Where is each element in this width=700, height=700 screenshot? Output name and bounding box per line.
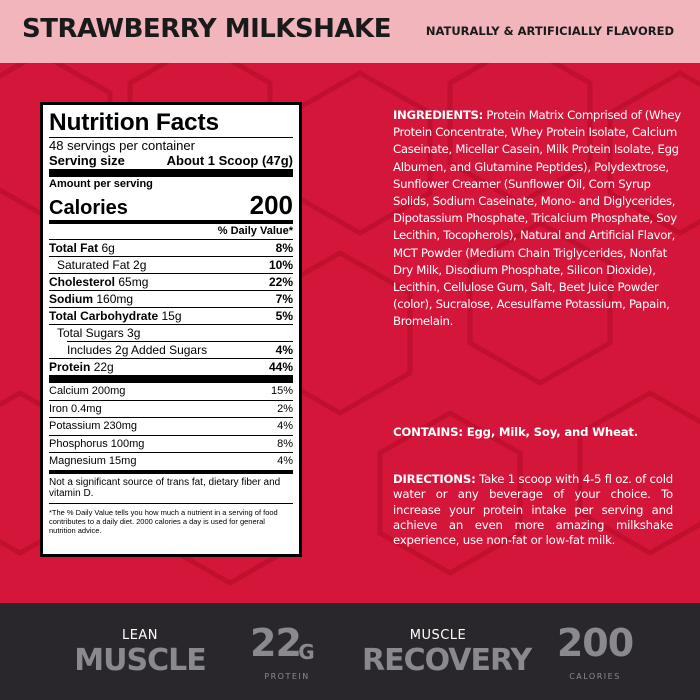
stat-muscle-big: MUSCLE [74,643,206,678]
added-sugars-row [49,342,293,358]
protein-row [49,359,293,375]
sodium-amount: 160mg [96,292,134,306]
directions-body: Take 1 scoop with 4-5 fl oz. of cold water or any beverage of your choice. To increase your protein intake per serving and achieve an even more amazing milkshake experience, use non-fat or low-fat milk. [393,472,674,548]
directions-text [393,472,673,548]
mineral-row-calcium [49,383,293,400]
saturated-fat-dv: 10% [268,258,293,272]
allergen-statement [393,425,683,439]
cholesterol-dv: 22% [268,275,293,289]
stat-recovery-big: RECOVERY [362,643,532,678]
cholesterol-amount: 65mg [118,275,149,289]
stat-muscle-top: MUSCLE [409,628,467,643]
directions-label: DIRECTIONS: [393,472,476,486]
daily-value-footnote: *The % Daily Value tells you how much a nutrient in a serving of food contributes to a daily diet. 2000 calories a day is used for general nutrition advice. [49,507,278,535]
trans-fat-note: Not a significant source of trans fat, dietary fiber and vitamin D. [49,476,281,499]
stat-protein-suffix: G [298,640,314,664]
mineral-label: Iron 0.4mg [49,402,102,415]
total-sugars-label: Total Sugars 3g [57,326,141,340]
header-band [0,0,700,63]
serving-size-value: About 1 Scoop (47g) [166,153,293,168]
total-fat-label: Total Fat [49,241,99,255]
calories-value: 200 [249,190,293,220]
stat-protein-unit: PROTEIN [264,672,310,681]
total-sugars-row [49,325,293,341]
stat-calories-number: 200 [556,621,634,665]
mineral-dv: 2% [277,402,293,415]
ingredients-text [393,107,683,331]
total-carbohydrate-dv: 5% [275,309,293,323]
mineral-dv: 15% [270,385,293,397]
ingredients-label: INGREDIENTS: [393,108,483,122]
serving-size-label: Serving size [49,153,125,168]
sodium-label: Sodium [49,292,93,306]
mineral-row-potassium [49,418,293,435]
added-sugars-label: Includes 2g Added Sugars [67,343,208,357]
stat-calories-unit: CALORIES [569,672,621,681]
added-sugars-dv: 4% [275,343,293,357]
total-carbohydrate-row [49,308,293,324]
calories-row [49,191,293,220]
saturated-fat-label: Saturated Fat 2g [57,258,147,272]
mineral-label: Calcium 200mg [49,385,126,397]
mineral-row-phosphorus [49,436,293,453]
total-fat-dv: 8% [275,241,293,255]
daily-value-header: % Daily Value* [217,225,293,237]
cholesterol-label: Cholesterol [49,275,116,289]
protein-label: Protein [49,360,91,374]
ingredients-body: Protein Matrix Comprised of (Whey Protein Concentrate, Whey Protein Isolate, Calcium Caseinate, Micellar Casein, Milk Protein Isolate, Egg Albumen, and Glutamine Peptides), Polydextrose, Sunflower Creamer (Sunflower Oil, Corn Syrup Solids, Sodium Caseinate, Mono- and Diglycerides, Dipotassium Phosphate, Tricalcium Phosphate, Soy Lecithin, Tocopherols), Natural and Artificial Flavor, MCT Powder (Medium Chain Triglycerides, Nonfat Dry Milk, Disodium Phosphate, Silicon Dioxide), Lecithin, Cellulose Gum, Salt, Beet Juice Powder (color), Sucralose, Acesulfame Potassium, Papain, Bromelain. [393,108,681,329]
servings-per-container: 48 servings per container [49,138,195,153]
serving-size-row [49,153,293,169]
sodium-dv: 7% [275,292,293,306]
contains-label: CONTAINS: [393,425,463,439]
mineral-label: Potassium 230mg [49,420,138,432]
mineral-label: Phosphorus 100mg [49,437,145,450]
contains-body: Egg, Milk, Soy, and Wheat. [466,425,639,439]
mineral-dv: 4% [277,455,293,467]
mineral-dv: 4% [277,420,293,432]
mineral-label: Magnesium 15mg [49,455,137,467]
nutrition-facts-title: Nutrition Facts [49,109,219,136]
sodium-row [49,291,293,307]
mineral-dv: 8% [277,437,293,450]
benefits-bar [0,603,700,700]
amount-per-serving: Amount per serving [49,178,153,190]
mineral-row-iron [49,401,293,418]
protein-dv: 44% [268,360,293,374]
total-fat-amount: 6g [101,241,115,255]
stat-lean-top: LEAN [121,628,159,643]
product-title: STRAWBERRY MILKSHAKE [22,14,391,44]
total-fat-row [49,240,293,256]
nutrition-facts-panel [40,102,302,557]
total-carbohydrate-amount: 15g [161,309,182,323]
flavor-note: NATURALLY & ARTIFICIALLY FLAVORED [425,24,674,38]
stat-protein-number: 22 [250,621,301,665]
cholesterol-row [49,274,293,290]
calories-label: Calories [49,197,128,219]
total-carbohydrate-label: Total Carbohydrate [49,309,159,323]
mineral-row-magnesium [49,453,293,470]
protein-amount: 22g [93,360,114,374]
saturated-fat-row [49,257,293,273]
